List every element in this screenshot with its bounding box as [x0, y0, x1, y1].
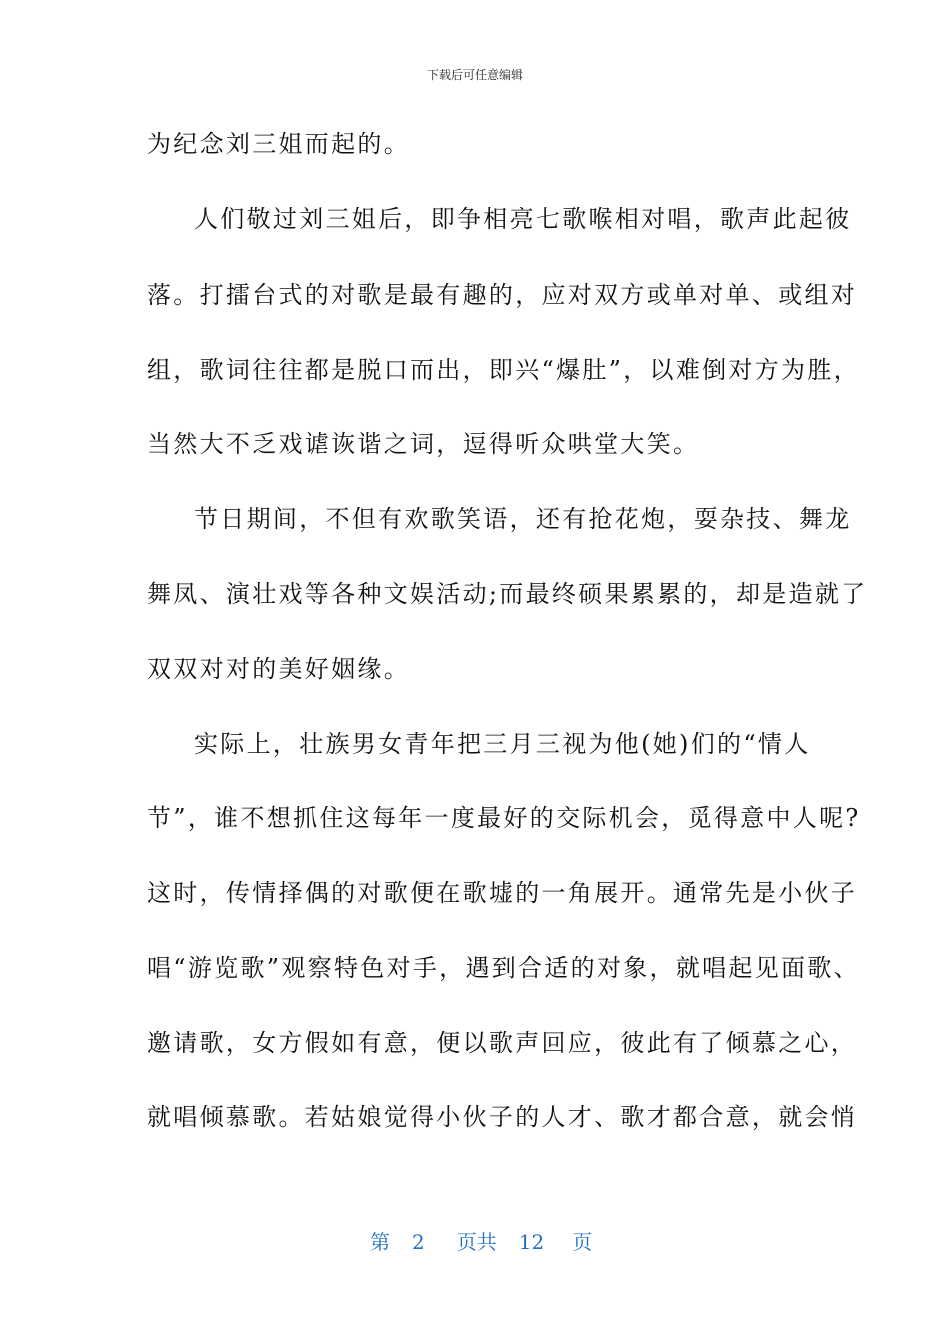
header-note: 下载后可任意编辑 [426, 68, 523, 82]
body-line: 为纪念刘三姐而起的。 [147, 130, 410, 158]
body-line: 双双对对的美好姻缘。 [147, 655, 410, 683]
body-line: 这时，传情择偶的对歌便在歌墟的一角展开。通常先是小伙子 [147, 879, 858, 907]
body-line: 节”，谁不想抓住这每年一度最好的交际机会，觅得意中人呢? [147, 804, 861, 832]
body-line: 舞凤、演壮戏等各种文娱活动;而最终硕果累累的，却是造就了 [147, 580, 868, 608]
footer-page-total: 12 [518, 1230, 545, 1254]
body-line: 邀请歌，女方假如有意，便以歌声回应，彼此有了倾慕之心， [147, 1029, 858, 1057]
body-line: 组，歌词往往都是脱口而出，即兴“爆肚”，以难倒对方为胜， [147, 356, 860, 384]
body-line: 实际上，壮族男女青年把三月三视为他(她)们的“情人 [194, 730, 811, 758]
body-line: 就唱倾慕歌。若姑娘觉得小伙子的人才、歌才都合意，就会悄 [147, 1103, 858, 1131]
body-line: 落。打擂台式的对歌是最有趣的，应对双方或单对单、或组对 [147, 281, 858, 309]
footer-page-prefix: 第 [370, 1230, 390, 1254]
body-line: 节日期间，不但有欢歌笑语，还有抢花炮，耍杂技、舞龙 [194, 505, 852, 533]
footer-page-suffix: 页 [572, 1230, 593, 1254]
footer-page-mid: 页共 [456, 1230, 497, 1254]
footer-page-number: 2 [412, 1230, 425, 1254]
body-line: 人们敬过刘三姐后，即争相亮七歌喉相对唱，歌声此起彼 [194, 205, 852, 233]
body-line: 当然大不乏戏谑诙谐之词，逗得听众哄堂大笑。 [147, 430, 700, 458]
body-line: 唱“游览歌”观察特色对手，遇到合适的对象，就唱起见面歌、 [147, 954, 860, 982]
page-footer [370, 1226, 592, 1255]
